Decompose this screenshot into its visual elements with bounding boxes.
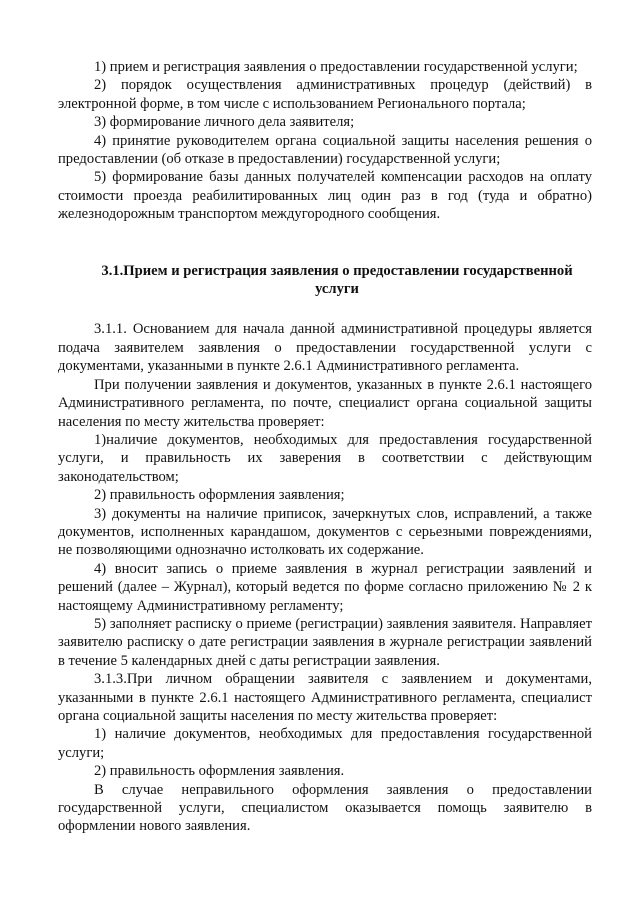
section-heading-line2: услуги [315,281,359,298]
paragraph-incorrect-form: В случае неправильного оформления заявления о предоставлении государственной услуги, специалистом оказывается помощь заявителю в оформлении нового заявления. [58,781,592,835]
personal-check-item-1: 1) наличие документов, необходимых для предоставления государственной услуги; [58,726,592,761]
paragraph-3-1-1: 3.1.1. Основанием для начала данной административной процедуры является подача заявителем заявления о предоставлении государственной услуги с документами, указанными в пункте 2.6.1 Административного регламента. [58,321,592,375]
section-heading-line1: 3.1.Прием и регистрация заявления о предоставлении государственной [101,262,573,279]
list-item-1: 1) прием и регистрация заявления о предоставлении государственной услуги; [94,59,578,75]
paragraph-3-1-3: 3.1.3.При личном обращении заявителя с заявлением и документами, указанными в пункте 2.6.1 настоящего Административного регламента, специалист органа социальной защиты населения по месту жительства проверяет: [58,671,592,724]
personal-check-item-2: 2) правильность оформления заявления. [94,763,345,780]
list-item-2: 2) порядок осуществления административных процедур (действий) в электронной форме, в том числе с использованием Регионального портала; [58,77,592,112]
check-item-1: 1)наличие документов, необходимых для предоставления государственной услуги, и правильность их заверения в соответствии с действующим законодательством; [58,431,592,485]
document-page [58,58,592,836]
list-item-5: 5) формирование базы данных получателей компенсации расходов на оплату стоимости проезда реабилитированных лиц один раз в год (туда и обратно) железнодорожным транспортом междугородного сообщения. [58,169,592,223]
check-item-3: 3) документы на наличие приписок, зачеркнутых слов, исправлений, а также документов, исполненных карандашом, документов с серьезными повреждениями, не позволяющими однозначно истолковать их содержание. [58,505,592,559]
check-item-4: 4) вносит запись о приеме заявления в журнал регистрации заявлений и решений (далее – Журнал), который ведется по форме согласно приложению № 2 к настоящему Административному регламенту; [58,560,592,614]
check-item-2: 2) правильность оформления заявления; [94,487,345,504]
section-heading [58,262,592,299]
list-item-3: 3) формирование личного дела заявителя; [94,114,355,131]
list-item-4: 4) принятие руководителем органа социальной защиты населения решения о предоставлении (об отказе в предоставлении) государственной услуги; [58,132,592,168]
check-item-5: 5) заполняет расписку о приеме (регистрации) заявления заявителя. Направляет заявителю расписку о дате регистрации заявления в журнале регистрации заявлений в течение 5 календарных дней с даты регистрации заявления. [58,615,592,669]
paragraph-postal: При получении заявления и документов, указанных в пункте 2.6.1 настоящего Административного регламента, по почте, специалист органа социальной защиты населения по месту жительства проверяет: [58,376,592,430]
